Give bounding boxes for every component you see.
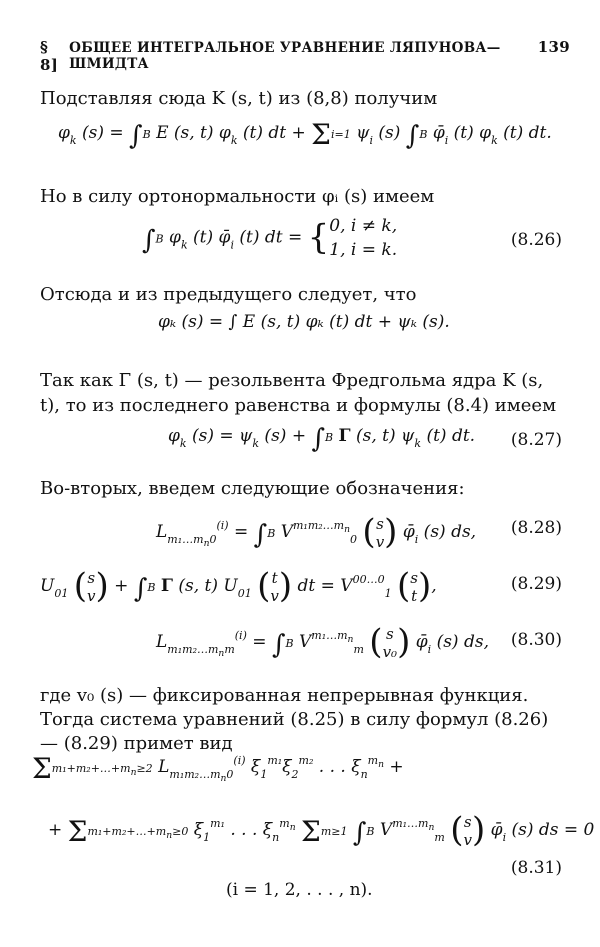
paragraph-4: Так как Γ (s, t) — резольвента Фредгольма ядра K (s, t), то из последнего равенства и формулы (8.4) имеем <box>40 370 557 416</box>
equation-number-8-31: (8.31) <box>510 858 562 878</box>
equation-number-8-28: (8.28) <box>510 518 562 538</box>
paragraph-3: Отсюда и из предыдущего следует, что <box>40 284 417 305</box>
equation-8-31-line-2: + $\Sigma m_1+m_2+\dots+m_n\ge 0$ $\xi_1^{m_1}$ . . . $\xi_n^{m_n}$ Σm≥1 ∫B $V^{m_1\dots m_n}_m$ (s v) $\varphī_i$ (s) ds = 0 <box>48 810 595 850</box>
equation-number-8-30: (8.30) <box>510 630 562 650</box>
equation-8-26: ∫B $\varphi_k$ (t) $\varphī_i$ (t) dt = {0, i ≠ k, 1, i = k. <box>142 216 398 260</box>
page-number: 139 <box>537 38 570 56</box>
equation-8-31-line-1: $\Sigma m_1+m_2+\dots+m_n\ge 2$ $L_{m_1m_2\dots m_n0}^{(i)}$ $\xi_1^{m_1}\xi_2^{m_2}$ . . . $\xi_n^{m_n}$ + <box>32 752 404 785</box>
equation-8-30: $L_{m_1m_2\dots m_nm}^{(i)} = \int B$ $V^{m_1\dots m_n}_m$ ( s v₀) $\varphī_i$ (s) ds, <box>156 622 489 662</box>
case-1: 0, i ≠ k, <box>329 216 398 236</box>
equation-8-27: $\varphi_k$ $(s) = \psi_k$ (s) + ∫B Γ (s, t) $\psi_k$ (t) dt. <box>168 424 476 454</box>
equation-unnumbered-2: φₖ (s) = ∫ E (s, t) φₖ (t) dt + ψₖ (s). <box>158 312 450 332</box>
equation-8-29: $U_{01}$ (s v) + ∫B Γ (s, t) $U_{01}$ (t v) dt = $V^{00\dots 0}_1$ (s t), <box>40 566 437 606</box>
equation-unnumbered-1: $\varphi_k$ (s) = ∫B E (s, t) $\varphi_k$ (t) dt + Σi=1 $\psi_i$ (s) ∫B $\varphī_i$ (t) $\varphi_k$ (t) dt. <box>58 118 552 151</box>
paragraph-2: Но в силу ортонормальности φᵢ (s) имеем <box>40 186 435 207</box>
equation-8-28: $L_{m_1\dots m_n0}^{(i)} = \int B$ $V^{m_1m_2\dots m_n}_0$ (s v) $\varphī_i$ (s) ds, <box>156 512 477 552</box>
equation-number-8-27: (8.27) <box>510 430 562 450</box>
case-2: 1, i = k. <box>329 240 398 260</box>
equation-number-8-26: (8.26) <box>510 230 562 250</box>
paragraph-1: Подставляя сюда K (s, t) из (8,8) получим <box>40 88 438 109</box>
equation-8-31-range: (i = 1, 2, . . . , n). <box>226 880 373 900</box>
paragraph-5: Во-вторых, введем следующие обозначения: <box>40 478 465 499</box>
running-header <box>40 38 570 74</box>
paragraph-6: где v₀ (s) — фиксированная непрерывная функция. Тогда система уравнений (8.25) в силу формул (8.26) — (8.29) примет вид <box>40 685 549 754</box>
running-title: ОБЩЕЕ ИНТЕГРАЛЬНОЕ УРАВНЕНИЕ ЛЯПУНОВА—ШМИДТА <box>69 40 501 72</box>
section-mark: § 8] <box>40 38 59 74</box>
equation-number-8-29: (8.29) <box>510 574 562 594</box>
